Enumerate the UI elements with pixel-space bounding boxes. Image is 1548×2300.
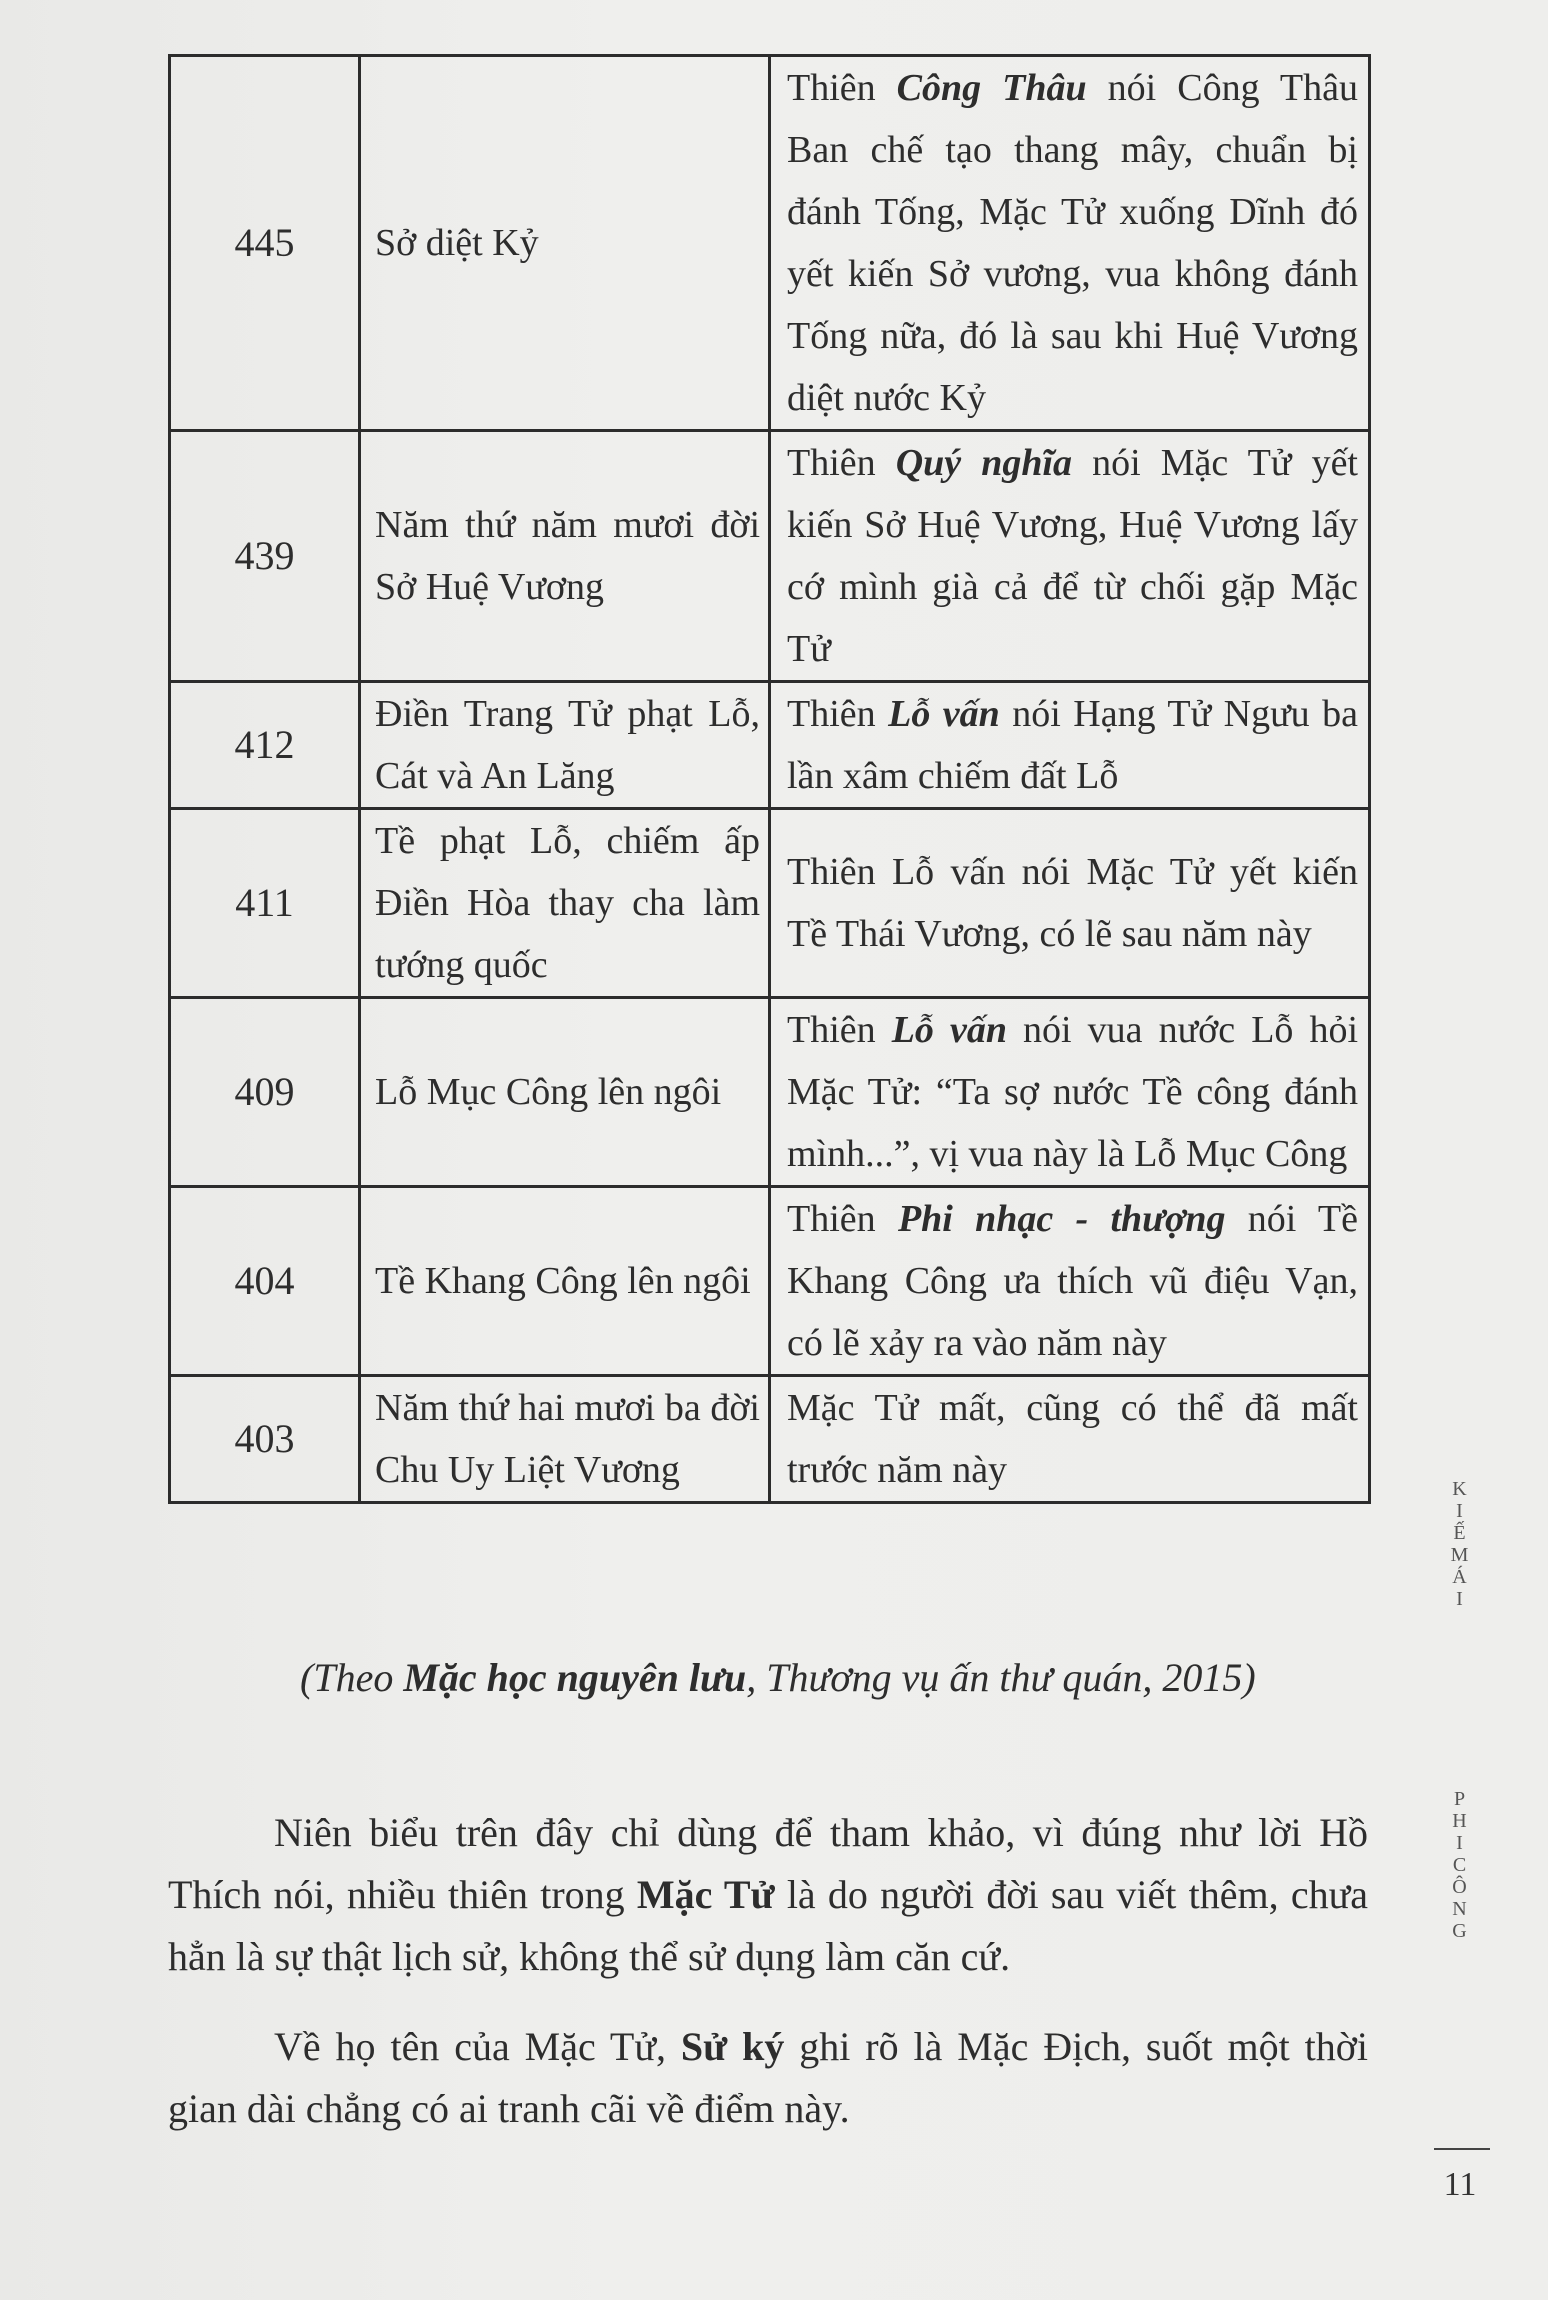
note-text: nói Hạng Tử Ngưu ba lần xâm chiếm đất Lỗ — [787, 693, 1358, 797]
work-title: Công Thâu — [896, 67, 1087, 109]
note-cell — [770, 1187, 1370, 1376]
note-text: Thiên — [787, 1198, 898, 1240]
running-title-letter: I — [1456, 1832, 1464, 1854]
running-title-letter: I — [1456, 1588, 1464, 1610]
note-cell — [770, 431, 1370, 682]
running-title-letter: C — [1452, 1854, 1468, 1876]
source-title: Mặc học nguyên lưu — [403, 1655, 747, 1700]
source-rest: , Thương vụ ấn thư quán, 2015) — [746, 1655, 1256, 1700]
year-cell: 404 — [170, 1187, 360, 1376]
event-cell: Năm thứ hai mươi ba đời Chu Uy Liệt Vương — [360, 1376, 770, 1503]
running-title-letter: G — [1452, 1920, 1468, 1942]
running-title-bottom — [1440, 1788, 1480, 1942]
work-title: Phi nhạc - thượng — [897, 1198, 1226, 1240]
year-cell: 445 — [170, 56, 360, 431]
note-text: Thiên — [787, 693, 889, 735]
year-cell: 412 — [170, 682, 360, 809]
note-cell — [770, 682, 1370, 809]
table-row — [170, 998, 1370, 1187]
source-open: (Theo — [300, 1655, 404, 1700]
year-cell: 409 — [170, 998, 360, 1187]
p1-bold: Mặc Tử — [636, 1872, 775, 1917]
chronology-table — [168, 54, 1371, 1504]
note-text: Thiên — [787, 1009, 892, 1051]
note-text: Mặc Tử mất, cũng có thể đã mất trước năm này — [787, 1387, 1358, 1491]
table-row — [170, 682, 1370, 809]
running-title-letter: Ế — [1453, 1522, 1467, 1544]
table-source-caption — [300, 1654, 1360, 1701]
page-number-rule — [1434, 2148, 1490, 2150]
note-cell — [770, 56, 1370, 431]
paragraph-1 — [168, 1802, 1368, 1988]
event-cell: Lỗ Mục Công lên ngôi — [360, 998, 770, 1187]
work-title: Quý nghĩa — [895, 442, 1073, 484]
table-row — [170, 1376, 1370, 1503]
running-title-letter: P — [1453, 1788, 1467, 1810]
note-text: Thiên Lỗ vấn nói Mặc Tử yết kiến Tề Thái Vương, có lẽ sau năm này — [787, 851, 1358, 955]
p2-text-b: ghi rõ là Mặc Địch, suốt một thời gian dài chẳng có ai tranh cãi về điểm này. — [168, 2024, 1368, 2131]
event-cell: Điền Trang Tử phạt Lỗ, Cát và An Lăng — [360, 682, 770, 809]
paragraph-2 — [168, 2016, 1368, 2140]
table-row — [170, 1187, 1370, 1376]
p1-text-b: là do người đời sau viết thêm, chưa hẳn là sự thật lịch sử, không thể sử dụng làm căn cứ. — [168, 1872, 1368, 1979]
running-title-top — [1440, 1478, 1480, 1610]
year-cell: 411 — [170, 809, 360, 998]
event-cell: Sở diệt Kỷ — [360, 56, 770, 431]
event-cell: Tề phạt Lỗ, chiếm ấp Điền Hòa thay cha làm tướng quốc — [360, 809, 770, 998]
table-row — [170, 431, 1370, 682]
running-title-letter: Ô — [1452, 1876, 1468, 1898]
running-title-letter: M — [1450, 1544, 1470, 1566]
event-cell: Tề Khang Công lên ngôi — [360, 1187, 770, 1376]
running-title-letter: N — [1452, 1898, 1468, 1920]
p2-text-a: Về họ tên của Mặc Tử, — [274, 2024, 681, 2069]
note-text: Thiên — [787, 67, 897, 109]
note-text: nói vua nước Lỗ hỏi Mặc Tử: “Ta sợ nước Tề công đánh mình...”, vị vua này là Lỗ Mục Công — [787, 1009, 1359, 1175]
event-cell: Năm thứ năm mươi đời Sở Huệ Vương — [360, 431, 770, 682]
work-title: Lỗ vấn — [891, 1009, 1007, 1051]
note-text: nói Mặc Tử yết kiến Sở Huệ Vương, Huệ Vương lấy cớ mình già cả để từ chối gặp Mặc Tử — [787, 442, 1358, 670]
note-cell — [770, 809, 1370, 998]
note-text: Thiên — [787, 442, 896, 484]
page-number: 11 — [1443, 2166, 1477, 2203]
running-title-letter: Á — [1452, 1566, 1468, 1588]
note-text: nói Tề Khang Công ưa thích vũ điệu Vạn, có lẽ xảy ra vào năm này — [787, 1198, 1359, 1364]
note-cell — [770, 998, 1370, 1187]
running-title-letter: H — [1452, 1810, 1468, 1832]
running-title-letter: K — [1452, 1478, 1468, 1500]
table-row — [170, 56, 1370, 431]
table-row — [170, 809, 1370, 998]
running-title-letter: I — [1456, 1500, 1464, 1522]
year-cell: 439 — [170, 431, 360, 682]
work-title: Lỗ vấn — [888, 693, 1000, 735]
year-cell: 403 — [170, 1376, 360, 1503]
p1-text-a: Niên biểu trên đây chỉ dùng để tham khảo, vì đúng như lời Hồ Thích nói, nhiều thiên trong — [168, 1810, 1368, 1917]
note-cell — [770, 1376, 1370, 1503]
p2-bold: Sử ký — [680, 2024, 785, 2069]
note-text: nói Công Thâu Ban chế tạo thang mây, chuẩn bị đánh Tống, Mặc Tử xuống Dĩnh đó yết kiến Sở vương, vua không đánh Tống nữa, đó là sau khi Huệ Vương diệt nước Kỷ — [787, 67, 1358, 419]
